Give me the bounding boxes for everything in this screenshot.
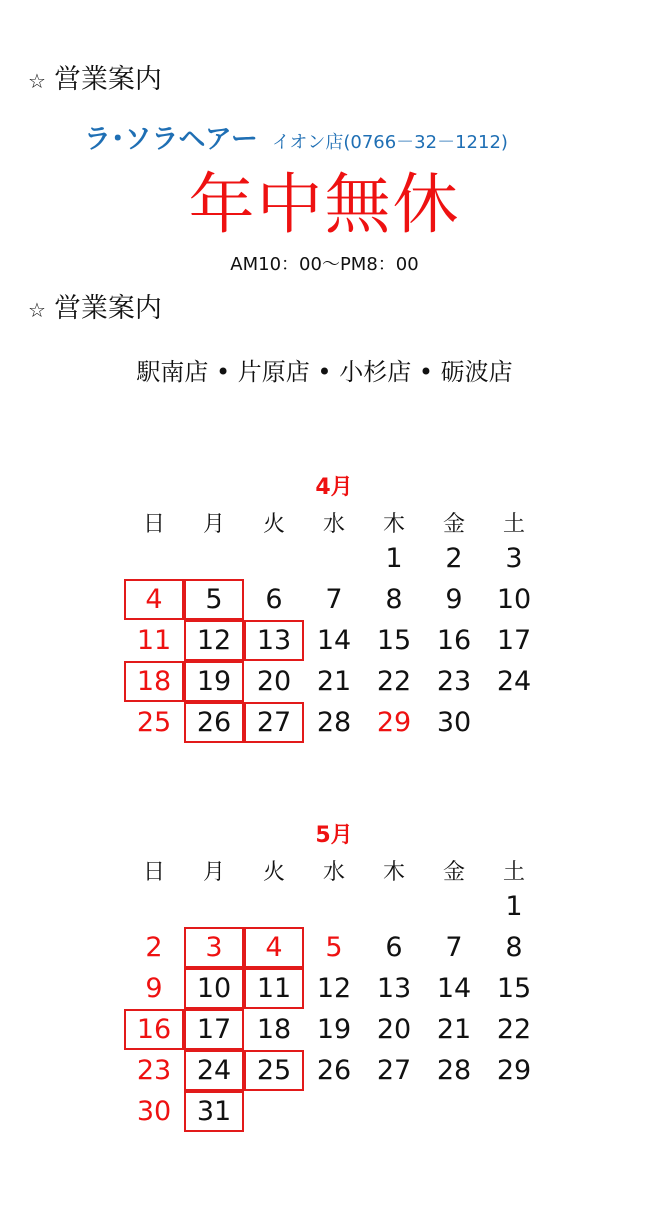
calendar-day: 8 (505, 932, 523, 963)
calendar-day: 24 (184, 1050, 244, 1091)
weekday-header: 火 (262, 511, 285, 537)
month-label-may: 5月 (315, 823, 353, 848)
calendar-day: 13 (244, 620, 304, 661)
calendar-day: 20 (376, 1014, 412, 1045)
calendar-day: 9 (445, 584, 463, 615)
calendar-day: 30 (136, 1096, 172, 1127)
calendar-day: 25 (244, 1050, 304, 1091)
calendar-day: 17 (184, 1009, 244, 1050)
calendar-day: 23 (436, 666, 472, 697)
weekday-header: 金 (442, 859, 465, 885)
calendar-day: 11 (136, 625, 172, 656)
calendar-day: 21 (316, 666, 352, 697)
calendar-day: 2 (445, 543, 463, 574)
calendar-day: 4 (124, 579, 184, 620)
weekday-header: 月 (202, 511, 225, 537)
calendar-day: 3 (505, 543, 523, 574)
calendar-day: 26 (184, 702, 244, 743)
calendar-day: 17 (496, 625, 532, 656)
calendar-day: 10 (496, 584, 532, 615)
calendar-day: 5 (184, 579, 244, 620)
calendar-day: 9 (145, 973, 163, 1004)
section-title: 営業案内 (53, 64, 162, 95)
calendar-day: 10 (184, 968, 244, 1009)
calendar-day: 30 (436, 707, 472, 738)
calendar-day: 15 (376, 625, 412, 656)
weekday-header: 火 (262, 859, 285, 885)
calendar-day: 6 (265, 584, 283, 615)
calendar-day: 1 (385, 543, 403, 574)
section-heading-business-info-1 (28, 64, 162, 97)
calendar-day: 18 (124, 661, 184, 702)
weekday-header: 土 (502, 859, 525, 885)
calendar-day: 29 (496, 1055, 532, 1086)
calendar-day: 7 (325, 584, 343, 615)
shop-branch-phone: イオン店(0766－32－1212) (271, 132, 508, 153)
calendar-day: 22 (376, 666, 412, 697)
calendar-day: 2 (145, 932, 163, 963)
calendar-day: 8 (385, 584, 403, 615)
calendar-day: 16 (436, 625, 472, 656)
weekday-header: 金 (442, 511, 465, 537)
calendar-day: 25 (136, 707, 172, 738)
calendar-day: 11 (244, 968, 304, 1009)
calendar-day: 13 (376, 973, 412, 1004)
open-all-year-heading: 年中無休 (188, 166, 461, 243)
calendar-day: 3 (184, 927, 244, 968)
calendar-day: 4 (244, 927, 304, 968)
star-icon: ☆ (28, 298, 46, 322)
calendar-day: 18 (256, 1014, 292, 1045)
calendar-day: 29 (376, 707, 412, 738)
star-icon: ☆ (28, 69, 46, 93)
calendar-day: 28 (436, 1055, 472, 1086)
weekday-header: 月 (202, 859, 225, 885)
shop-name: ラ･ソラヘアー (84, 124, 258, 155)
calendar-day: 31 (184, 1091, 244, 1132)
calendar-day: 24 (496, 666, 532, 697)
calendar-day: 5 (325, 932, 343, 963)
weekday-header: 水 (322, 859, 345, 885)
calendar-day: 23 (136, 1055, 172, 1086)
calendar-day: 28 (316, 707, 352, 738)
month-label-april: 4月 (315, 475, 353, 500)
calendar-day: 14 (316, 625, 352, 656)
calendar-day: 27 (376, 1055, 412, 1086)
calendar-day: 7 (445, 932, 463, 963)
calendar-day: 20 (256, 666, 292, 697)
calendar-day: 26 (316, 1055, 352, 1086)
calendar-day: 21 (436, 1014, 472, 1045)
calendar-day: 27 (244, 702, 304, 743)
section-title: 営業案内 (53, 293, 162, 324)
weekday-header: 木 (382, 511, 405, 537)
shop-line (84, 117, 508, 156)
calendar-day: 19 (184, 661, 244, 702)
weekday-header: 日 (142, 511, 165, 537)
calendar-day: 15 (496, 973, 532, 1004)
section-heading-business-info-2 (28, 293, 162, 326)
calendar-day: 22 (496, 1014, 532, 1045)
calendar-day: 6 (385, 932, 403, 963)
weekday-header: 木 (382, 859, 405, 885)
business-hours: AM10：00～PM8：00 (230, 254, 419, 275)
weekday-header: 日 (142, 859, 165, 885)
branch-list: 駅南店 • 片原店 • 小杉店 • 砺波店 (136, 358, 513, 386)
calendar-day: 19 (316, 1014, 352, 1045)
calendar-day: 12 (184, 620, 244, 661)
calendar-day: 1 (505, 891, 523, 922)
weekday-header: 土 (502, 511, 525, 537)
calendar-day: 16 (124, 1009, 184, 1050)
weekday-header: 水 (322, 511, 345, 537)
calendar-day: 14 (436, 973, 472, 1004)
calendar-day: 12 (316, 973, 352, 1004)
